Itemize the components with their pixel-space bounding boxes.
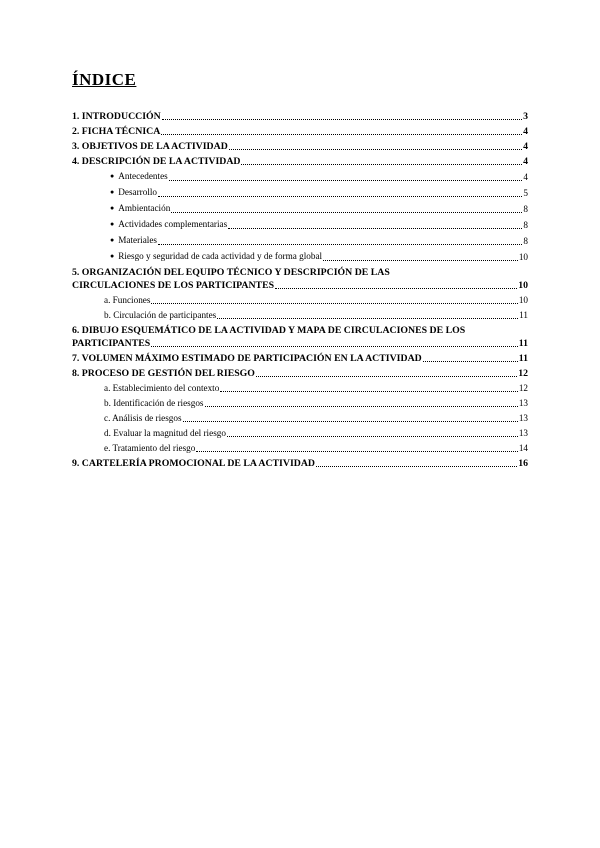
toc-entry-label: 3. OBJETIVOS DE LA ACTIVIDAD	[72, 141, 228, 152]
toc-subentry[interactable]	[72, 250, 528, 264]
toc-entry-label: ● Ambientación	[110, 202, 170, 216]
toc-entry[interactable]	[72, 352, 528, 365]
dot-leader	[171, 212, 522, 213]
toc-subentry[interactable]	[72, 186, 528, 200]
dot-leader	[151, 303, 517, 304]
toc-subentry[interactable]	[72, 234, 528, 248]
dot-leader	[217, 318, 518, 319]
toc-page-number: 5	[523, 188, 528, 198]
toc-subentry[interactable]	[72, 309, 528, 322]
dot-leader	[162, 119, 522, 120]
toc-page-number: 8	[523, 204, 528, 214]
toc-page-number: 16	[518, 458, 528, 469]
dot-leader	[323, 260, 518, 261]
dot-leader	[241, 164, 522, 165]
toc-entry[interactable]	[72, 110, 528, 123]
toc-entry-label: 7. VOLUMEN MÁXIMO ESTIMADO DE PARTICIPACIÓN EN LA ACTIVIDAD	[72, 353, 422, 364]
toc-entry[interactable]	[72, 457, 528, 470]
toc-entry-label: c. Análisis de riesgos	[104, 413, 182, 423]
toc-entry-label: CIRCULACIONES DE LOS PARTICIPANTES	[72, 280, 275, 291]
toc-page-number: 11	[518, 353, 528, 364]
toc-entry[interactable]	[72, 155, 528, 168]
toc-subentry[interactable]	[72, 218, 528, 232]
toc-entry-label-line1: 6. DIBUJO ESQUEMÁTICO DE LA ACTIVIDAD Y MAPA DE CIRCULACIONES DE LOS	[72, 325, 466, 336]
toc-entry[interactable]	[72, 266, 528, 292]
index-title: ÍNDICE	[72, 70, 137, 89]
toc-entry[interactable]	[72, 140, 528, 153]
toc-entry-label: 4. DESCRIPCIÓN DE LA ACTIVIDAD	[72, 156, 241, 167]
dot-leader	[275, 288, 517, 289]
dot-leader	[196, 451, 517, 452]
dot-leader	[423, 361, 518, 362]
toc-page-number: 10	[518, 252, 528, 262]
toc-entry-label: a. Funciones	[104, 295, 151, 305]
toc-page-number: 13	[518, 398, 528, 408]
toc-page-number: 11	[519, 310, 528, 320]
toc-page-number: 3	[523, 111, 528, 122]
toc-entry-label: 1. INTRODUCCIÓN	[72, 111, 161, 122]
dot-leader	[158, 244, 522, 245]
toc-page-number: 13	[518, 413, 528, 423]
dot-leader	[220, 391, 517, 392]
toc-entry-label: ● Riesgo y seguridad de cada actividad y de forma global	[110, 250, 322, 264]
toc-subentry[interactable]	[72, 397, 528, 410]
toc-page-number: 13	[518, 428, 528, 438]
toc-page-number: 4	[523, 172, 528, 182]
dot-leader	[229, 149, 522, 150]
toc-page-number: 8	[523, 236, 528, 246]
toc-subentry[interactable]	[72, 202, 528, 216]
toc-entry-label: a. Establecimiento del contexto	[104, 383, 220, 393]
toc-page-number: 14	[518, 443, 528, 453]
toc-entry[interactable]	[72, 125, 528, 138]
toc-entry-label: 9. CARTELERÍA PROMOCIONAL DE LA ACTIVIDAD	[72, 458, 315, 469]
toc-subentry[interactable]	[72, 442, 528, 455]
toc-entry-label: b. Circulación de participantes	[104, 310, 217, 320]
toc-subentry[interactable]	[72, 294, 528, 307]
toc-page-number: 11	[518, 338, 528, 349]
dot-leader	[169, 180, 523, 181]
dot-leader	[316, 466, 517, 467]
toc-entry-label: ● Antecedentes	[110, 170, 168, 184]
dot-leader	[227, 436, 518, 437]
dot-leader	[161, 134, 522, 135]
toc-entry-label: 8. PROCESO DE GESTIÓN DEL RIESGO	[72, 368, 255, 379]
toc-page-number: 12	[518, 368, 528, 379]
toc-entry-label: 2. FICHA TÉCNICA	[72, 126, 161, 137]
toc-page-number: 12	[518, 383, 528, 393]
toc-page-number: 4	[523, 141, 528, 152]
toc-page-number: 4	[523, 156, 528, 167]
table-of-contents	[72, 108, 528, 472]
toc-page-number: 4	[523, 126, 528, 137]
toc-entry-label-line1: 5. ORGANIZACIÓN DEL EQUIPO TÉCNICO Y DESCRIPCIÓN DE LAS	[72, 267, 390, 278]
dot-leader	[205, 406, 518, 407]
toc-entry-label: b. Identificación de riesgos	[104, 398, 204, 408]
toc-entry-label: d. Evaluar la magnitud del riesgo	[104, 428, 226, 438]
toc-entry-label: PARTICIPANTES	[72, 338, 151, 349]
toc-page-number: 8	[523, 220, 528, 230]
toc-entry-label: ● Actividades complementarias	[110, 218, 227, 232]
toc-subentry[interactable]	[72, 170, 528, 184]
toc-entry-label: e. Tratamiento del riesgo	[104, 443, 196, 453]
dot-leader	[256, 376, 517, 377]
dot-leader	[151, 346, 518, 347]
dot-leader	[228, 228, 522, 229]
toc-subentry[interactable]	[72, 382, 528, 395]
toc-subentry[interactable]	[72, 427, 528, 440]
dot-leader	[158, 196, 522, 197]
toc-subentry[interactable]	[72, 412, 528, 425]
toc-entry-label: ● Desarrollo	[110, 186, 157, 200]
dot-leader	[183, 421, 518, 422]
toc-entry-label: ● Materiales	[110, 234, 157, 248]
toc-entry[interactable]	[72, 367, 528, 380]
toc-entry[interactable]	[72, 324, 528, 350]
toc-page-number: 10	[518, 295, 528, 305]
toc-page-number: 10	[518, 280, 528, 291]
